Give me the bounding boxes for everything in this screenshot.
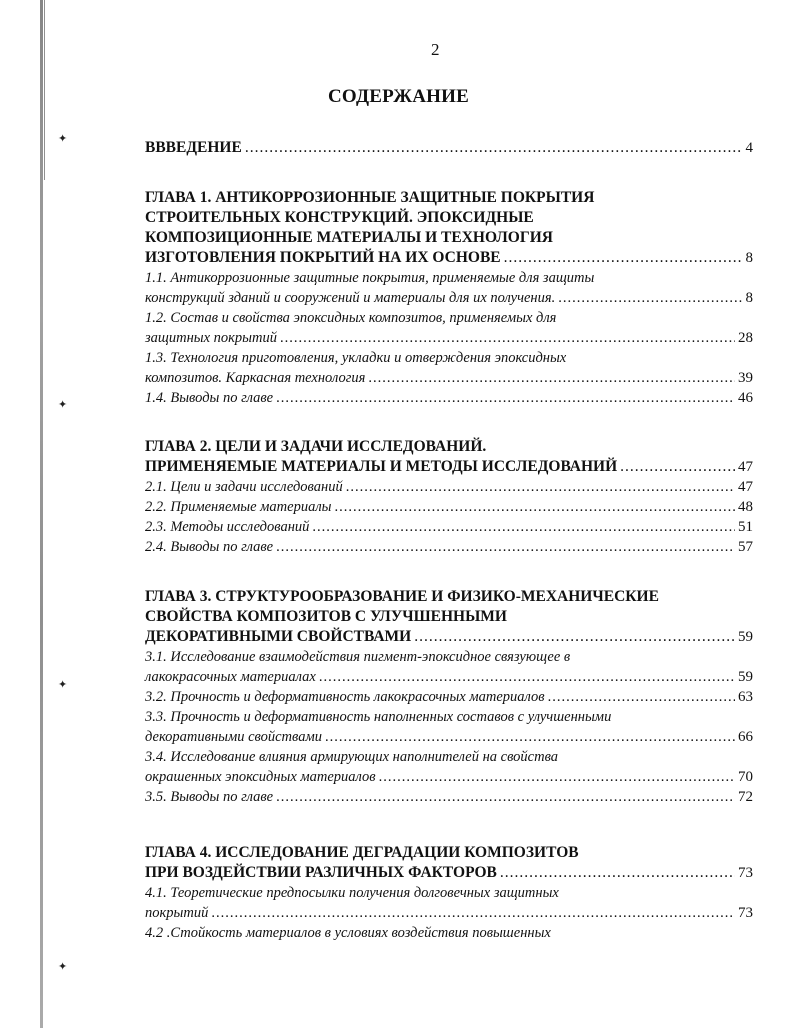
toc-page-number: 72	[738, 789, 753, 805]
chapter-heading-line[interactable]: ГЛАВА 1. АНТИКОРРОЗИОННЫЕ ЗАЩИТНЫЕ ПОКРЫТИЯ	[145, 189, 595, 206]
toc-page-number: 47	[738, 479, 753, 495]
section-line[interactable]: 4.1. Теоретические предпосылки получения долговечных защитных	[145, 885, 559, 901]
toc-page-number: 59	[738, 629, 753, 645]
toc-page-number: 8	[745, 250, 753, 266]
scan-binding-edge	[40, 0, 43, 1028]
leader-dots	[334, 497, 735, 517]
chapter-heading-line[interactable]: ГЛАВА 4. ИССЛЕДОВАНИЕ ДЕГРАДАЦИИ КОМПОЗИТОВ	[145, 844, 579, 861]
toc-section-1-1[interactable]: конструкций зданий и сооружений и материалы для их получения. ..... 8	[145, 288, 753, 308]
chapter-heading-last-line[interactable]: ДЕКОРАТИВНЫМИ СВОЙСТВАМИ ..... 59	[145, 627, 753, 647]
section-line[interactable]: 3.3. Прочность и деформативность наполненных составов с улучшенными	[145, 709, 612, 725]
leader-dots	[548, 687, 735, 707]
leader-dots	[319, 667, 735, 687]
toc-page-number: 59	[738, 669, 753, 685]
section-line[interactable]: 4.2 .Стойкость материалов в условиях воздействия повышенных	[145, 925, 551, 941]
scan-speck: ✦	[58, 961, 68, 973]
chapter-heading-line[interactable]: ГЛАВА 3. СТРУКТУРООБРАЗОВАНИЕ И ФИЗИКО-МЕХАНИЧЕСКИЕ	[145, 588, 659, 605]
section-line[interactable]: 1.1. Антикоррозионные защитные покрытия, применяемые для защиты	[145, 270, 595, 286]
toc-section-1-2[interactable]: защитных покрытий ..... 28	[145, 328, 753, 348]
toc-chapter-3	[145, 587, 753, 807]
toc-chapter-1	[145, 188, 753, 408]
section-line[interactable]: 3.1. Исследование взаимодействия пигмент-эпоксидное связующее в	[145, 649, 571, 665]
toc-page-number: 48	[738, 499, 753, 515]
toc-intro-label: ВВВЕДЕНИЕ	[145, 139, 242, 156]
leader-dots	[280, 328, 735, 348]
toc-page-number: 39	[738, 370, 753, 386]
leader-dots	[245, 138, 743, 158]
toc-page-number: 70	[738, 769, 753, 785]
leader-dots	[276, 537, 735, 557]
toc-section-3-5[interactable]: 3.5. Выводы по главе ..... 72	[145, 787, 753, 807]
toc-section-1-3[interactable]: композитов. Каркасная технология ..... 39	[145, 368, 753, 388]
chapter-heading-line[interactable]: КОМПОЗИЦИОННЫЕ МАТЕРИАЛЫ И ТЕХНОЛОГИЯ	[145, 229, 553, 246]
toc-chapter-4	[145, 843, 753, 943]
leader-dots	[211, 903, 735, 923]
scan-speck: ✦	[58, 399, 68, 411]
leader-dots	[620, 457, 735, 477]
section-line[interactable]: 1.3. Технология приготовления, укладки и отверждения эпоксидных	[145, 350, 567, 366]
toc-section-3-2[interactable]: 3.2. Прочность и деформативность лакокрасочных материалов ..... 63	[145, 687, 753, 707]
toc-section-3-1[interactable]: лакокрасочных материалах ..... 59	[145, 667, 753, 687]
leader-dots	[276, 388, 735, 408]
leader-dots	[558, 288, 742, 308]
toc-section-3-4[interactable]: окрашенных эпоксидных материалов ..... 70	[145, 767, 753, 787]
toc-page-number: 4	[745, 140, 753, 156]
toc-section-2-1[interactable]: 2.1. Цели и задачи исследований ..... 47	[145, 477, 753, 497]
toc-page-number: 47	[738, 459, 753, 475]
toc-section-2-2[interactable]: 2.2. Применяемые материалы ..... 48	[145, 497, 753, 517]
toc-section-2-3[interactable]: 2.3. Методы исследований ..... 51	[145, 517, 753, 537]
toc-page-number: 73	[738, 865, 753, 881]
toc-page-number: 51	[738, 519, 753, 535]
toc-section-1-4[interactable]: 1.4. Выводы по главе ..... 46	[145, 388, 753, 408]
toc-page-number: 8	[745, 290, 753, 306]
scan-speck: ✦	[58, 133, 68, 145]
leader-dots	[368, 368, 735, 388]
toc-intro[interactable]	[145, 138, 753, 158]
chapter-heading-last-line[interactable]: ПРИ ВОЗДЕЙСТВИИ РАЗЛИЧНЫХ ФАКТОРОВ ..... 73	[145, 863, 753, 883]
page-title: СОДЕРЖАНИЕ	[328, 86, 469, 107]
leader-dots	[276, 787, 735, 807]
toc-section-3-3[interactable]: декоративными свойствами ..... 66	[145, 727, 753, 747]
leader-dots	[504, 248, 743, 268]
toc-page-number: 46	[738, 390, 753, 406]
leader-dots	[379, 767, 735, 787]
leader-dots	[414, 627, 735, 647]
toc-chapter-2	[145, 437, 753, 557]
toc-section-2-4[interactable]: 2.4. Выводы по главе ..... 57	[145, 537, 753, 557]
leader-dots	[325, 727, 735, 747]
section-line[interactable]: 3.4. Исследование влияния армирующих наполнителей на свойства	[145, 749, 559, 765]
toc-section-4-1[interactable]: покрытий ..... 73	[145, 903, 753, 923]
toc-page-number: 63	[738, 689, 753, 705]
toc-page-number: 57	[738, 539, 753, 555]
toc-page-number: 66	[738, 729, 753, 745]
chapter-heading-last-line[interactable]: ИЗГОТОВЛЕНИЯ ПОКРЫТИЙ НА ИХ ОСНОВЕ ..... 8	[145, 248, 753, 268]
leader-dots	[346, 477, 735, 497]
section-line[interactable]: 1.2. Состав и свойства эпоксидных композитов, применяемых для	[145, 310, 557, 326]
leader-dots	[500, 863, 735, 883]
page-number: 2	[431, 40, 440, 59]
scan-speck: ✦	[58, 679, 68, 691]
chapter-heading-last-line[interactable]: ПРИМЕНЯЕМЫЕ МАТЕРИАЛЫ И МЕТОДЫ ИССЛЕДОВАНИЙ ..... 47	[145, 457, 753, 477]
toc-page-number: 28	[738, 330, 753, 346]
chapter-heading-line[interactable]: СВОЙСТВА КОМПОЗИТОВ С УЛУЧШЕННЫМИ	[145, 608, 507, 625]
chapter-heading-line[interactable]: ГЛАВА 2. ЦЕЛИ И ЗАДАЧИ ИССЛЕДОВАНИЙ.	[145, 438, 487, 455]
toc-page-number: 73	[738, 905, 753, 921]
chapter-heading-line[interactable]: СТРОИТЕЛЬНЫХ КОНСТРУКЦИЙ. ЭПОКСИДНЫЕ	[145, 209, 534, 226]
leader-dots	[312, 517, 735, 537]
